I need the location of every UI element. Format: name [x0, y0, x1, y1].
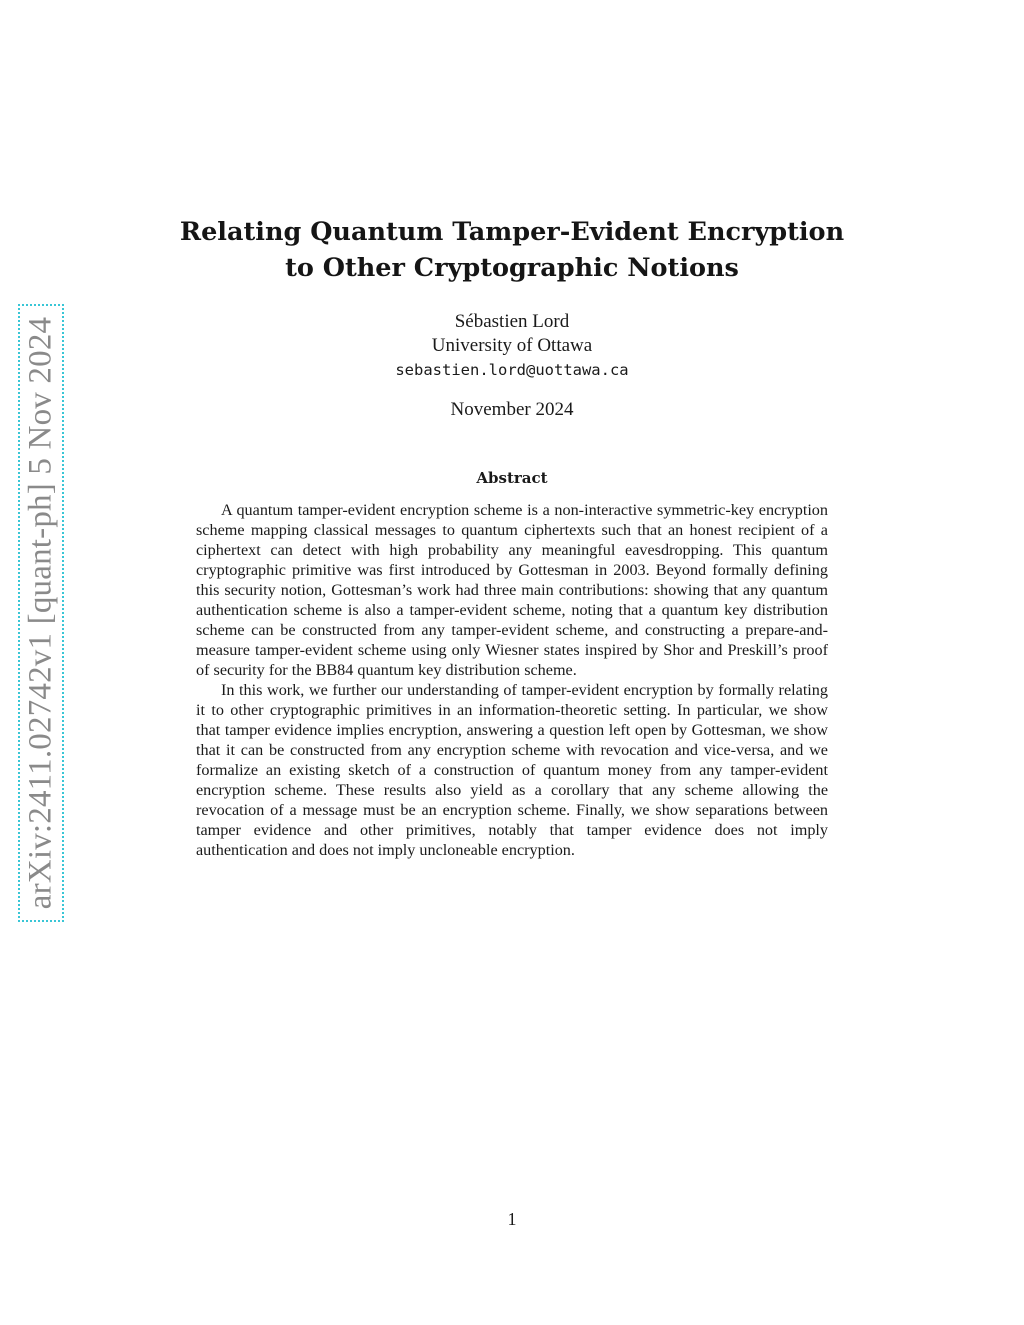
title-line-2: to Other Cryptographic Notions [285, 253, 739, 283]
paper-title [150, 214, 874, 286]
arxiv-identifier[interactable]: arXiv:2411.02742v1 [quant-ph] 5 Nov 2024 [22, 316, 59, 910]
author-email[interactable]: sebastien.lord@uottawa.ca [395, 361, 629, 379]
abstract-heading: Abstract [476, 469, 548, 487]
arxiv-stamp-box[interactable] [18, 304, 64, 922]
abstract-paragraph-1: A quantum tamper-evident encryption scheme is a non-interactive symmetric-key encryption scheme mapping classical messages to quantum ciphertexts such that an honest recipient of a ciphertext can detect with high probability any meaningful eavesdropping. This quantum cryptographic primitive was first introduced by Gottesman in 2003. Beyond formally defining this security notion, Gottesman’s work had three main contributions: showing that any quantum authentication scheme is also a tamper-evident scheme, noting that a quantum key distribution scheme can be constructed from any tamper-evident scheme, and constructing a prepare-and-measure tamper-evident scheme using only Wiesner states inspired by Shor and Preskill’s proof of security for the BB84 quantum key distribution scheme. [196, 501, 828, 679]
abstract-body [196, 500, 828, 860]
author-block [262, 310, 762, 382]
title-line-1: Relating Quantum Tamper-Evident Encryption [179, 217, 845, 247]
abstract-paragraph-2: In this work, we further our understanding of tamper-evident encryption by formally relating it to other cryptographic primitives in an information-theoretic setting. In particular, we show that tamper evidence implies encryption, answering a question left open by Gottesman, we show that it can be constructed from any encryption scheme with revocation and vice-versa, and we formalize an existing sketch of a construction of quantum money from any tamper-evident encryption scheme. These results also yield as a corollary that any scheme allowing the revocation of a message must be an encryption scheme. Finally, we show separations between tamper evidence and other primitives, notably that tamper evidence does not imply authentication and does not imply uncloneable encryption. [196, 681, 828, 859]
page-number: 1 [507, 1209, 517, 1229]
paper-date: November 2024 [450, 399, 574, 420]
author-affiliation: University of Ottawa [431, 335, 593, 356]
author-name: Sébastien Lord [454, 311, 570, 332]
